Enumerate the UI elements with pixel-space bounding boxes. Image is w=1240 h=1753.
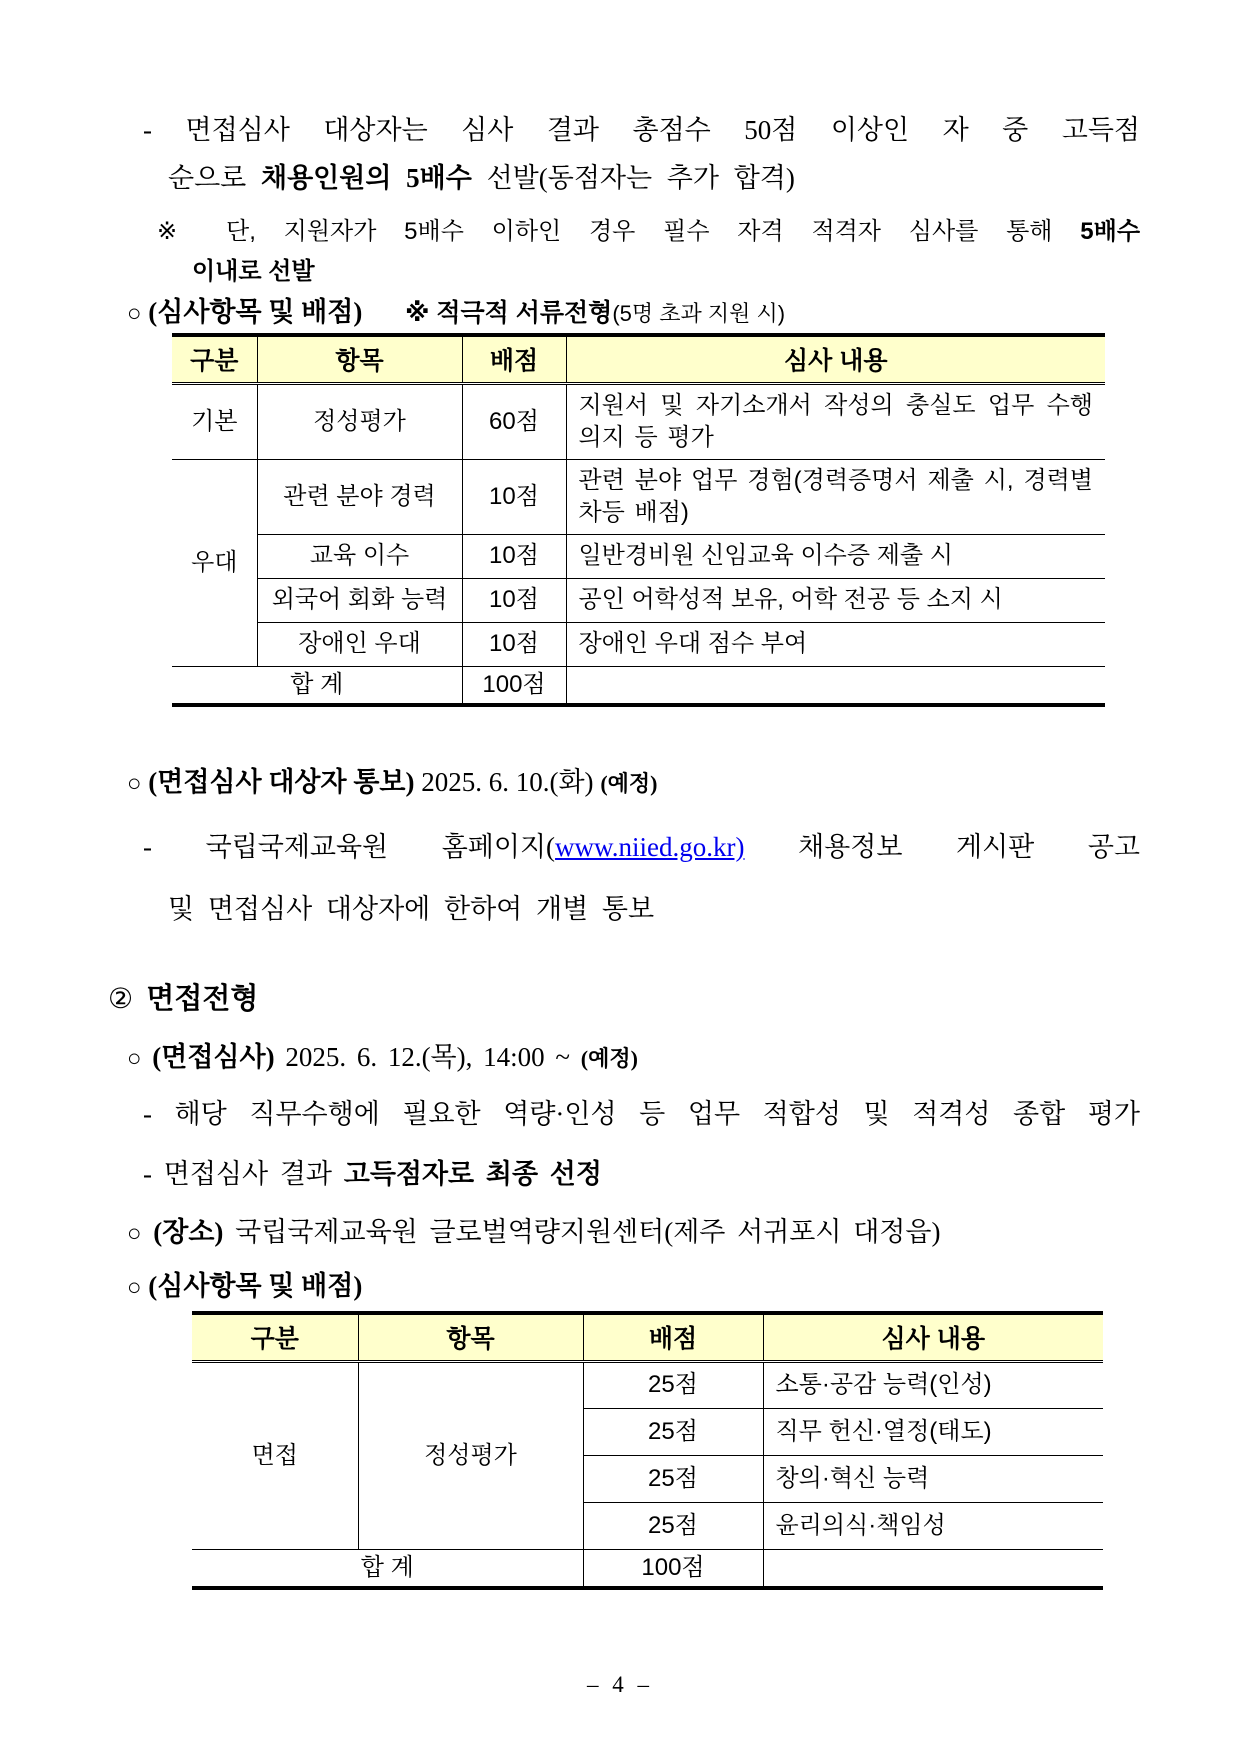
cell-total-label: 합 계 [172,666,462,705]
note-line-1 [157,212,1140,252]
screening-criteria-heading [100,292,1140,334]
circle-bullet-icon: ○ [127,771,142,797]
cell-desc: 지원서 및 자기소개서 작성의 충실도 업무 수행의지 등 평가 [566,383,1105,459]
notification-date: 2025. 6. 10.(화) [421,767,594,797]
selection-line-2 [168,154,1140,202]
selection-line-2-bold: 채용인원의 5배수 [261,163,472,193]
note-line-1-text: ※ 단, 지원자가 5배수 이하인 경우 필수 자격 적격자 심사를 통해 [157,218,1053,245]
circle-bullet-icon: ○ [127,301,142,327]
interview-detail-2 [100,1152,1140,1191]
interview-place-text: 국립국제교육원 글로벌역량지원센터(제주 서귀포시 대정읍) [235,1217,941,1247]
cell-item: 장애인 우대 [257,622,462,666]
active-screening-note: ※ 적극적 서류전형 [405,299,613,327]
selection-line-2-post: 선발(동점자는 추가 합격) [486,163,795,193]
note-line-2: 이내로 선발 [192,258,315,285]
cell-category-preferred: 우대 [172,459,257,666]
table2-col-content: 심사 내용 [763,1313,1103,1361]
interview-criteria-title: (심사항목 및 배점) [148,1271,363,1301]
cell-category-interview: 면접 [192,1361,358,1549]
interview-exam-title: (면접심사) [152,1042,275,1072]
page-number: – 4 – [587,1672,653,1697]
selection-line-1: - 면접심사 대상자는 심사 결과 총점수 50점 이상인 자 중 고득점 [143,115,1140,145]
interview-section-heading [100,976,1140,1017]
cell-total-score: 100점 [462,666,566,705]
notification-detail-line1 [100,825,1140,864]
table2-row-total [192,1549,1103,1588]
notification-tentative: (예정) [600,771,658,796]
cell-score: 25점 [583,1361,763,1408]
interview-place-line [100,1210,1140,1249]
table1-col-category: 구분 [172,335,257,383]
interview-exam-line [100,1035,1140,1074]
cell-desc: 공인 어학성적 보유, 어학 전공 등 소지 시 [566,578,1105,622]
cell-desc: 관련 분야 업무 경험(경력증명서 제출 시, 경력별 차등 배점) [566,459,1105,534]
interview-detail-2-bold: 고득점자로 최종 선정 [343,1159,602,1189]
table1-row-education [172,534,1105,578]
homepage-text-pre: - 국립국제교육원 홈페이지( [143,832,556,862]
interview-detail-1: - 해당 직무수행에 필요한 역량·인성 등 업무 적합성 및 적격성 종합 평가 [143,1099,1140,1129]
circle-bullet-icon: ○ [127,1275,142,1301]
interview-criteria-heading [100,1264,1140,1303]
cell-category: 기본 [172,383,257,459]
cell-score: 25점 [583,1455,763,1502]
homepage-link[interactable]: www.niied.go.kr) [555,832,745,862]
table2-col-score: 배점 [583,1313,763,1361]
asterisk-note [100,212,1140,292]
interview-criteria-table [192,1311,1103,1590]
cell-score: 10점 [462,622,566,666]
cell-desc: 장애인 우대 점수 부여 [566,622,1105,666]
cell-total-score: 100점 [583,1549,763,1588]
interview-place-title: (장소) [153,1217,224,1247]
cell-item: 정성평가 [257,383,462,459]
cell-score: 10점 [462,534,566,578]
active-screening-note-condition: (5명 초과 지원 시) [612,301,786,326]
cell-total-label: 합 계 [192,1549,583,1588]
table1-row-total [172,666,1105,705]
cell-item-qualitative: 정성평가 [358,1361,583,1549]
screening-criteria-title: (심사항목 및 배점) [148,297,363,327]
cell-desc: 일반경비원 신임교육 이수증 제출 시 [566,534,1105,578]
page-content [100,0,1140,1753]
screening-criteria-table [172,333,1105,707]
note-line-1-bold: 5배수 [1080,218,1140,245]
cell-desc: 직무 헌신·열정(태도) [763,1408,1103,1455]
cell-desc: 소통·공감 능력(인성) [763,1361,1103,1408]
cell-score: 25점 [583,1408,763,1455]
circle-bullet-icon: ○ [127,1046,142,1072]
notification-title: (면접심사 대상자 통보) [148,767,415,797]
cell-score: 10점 [462,578,566,622]
cell-score: 10점 [462,459,566,534]
table1-col-score: 배점 [462,335,566,383]
cell-total-desc [763,1549,1103,1588]
cell-item: 관련 분야 경력 [257,459,462,534]
notification-heading [100,762,1140,804]
table2-row-1 [192,1361,1103,1408]
screening-selection-paragraph [100,106,1140,202]
homepage-text-post: 채용정보 게시판 공고 [798,832,1140,862]
circle-bullet-icon: ○ [127,1221,142,1247]
cell-desc: 윤리의식·책임성 [763,1502,1103,1549]
interview-section-title: 면접전형 [146,983,259,1015]
selection-line-2-pre: 순으로 [168,163,247,193]
table1-col-content: 심사 내용 [566,335,1105,383]
table2-header-row [192,1313,1103,1361]
circled-two-icon: ② [108,984,134,1015]
table1-col-item: 항목 [257,335,462,383]
cell-total-desc [566,666,1105,705]
notification-detail-line2: 및 면접심사 대상자에 한하여 개별 통보 [168,894,655,924]
interview-exam-tentative: (예정) [580,1046,638,1071]
table2-col-item: 항목 [358,1313,583,1361]
interview-detail-2-pre: - 면접심사 결과 [143,1159,332,1189]
cell-item: 외국어 회화 능력 [257,578,462,622]
cell-item: 교육 이수 [257,534,462,578]
table2-col-category: 구분 [192,1313,358,1361]
interview-exam-date: 2025. 6. 12.(목), 14:00 ~ [285,1042,570,1072]
table1-row-career [172,459,1105,534]
table1-header-row [172,335,1105,383]
cell-desc: 창의·혁신 능력 [763,1455,1103,1502]
table1-row-disability [172,622,1105,666]
table1-row-basic [172,383,1105,459]
cell-score: 60점 [462,383,566,459]
cell-score: 25점 [583,1502,763,1549]
table1-row-language [172,578,1105,622]
